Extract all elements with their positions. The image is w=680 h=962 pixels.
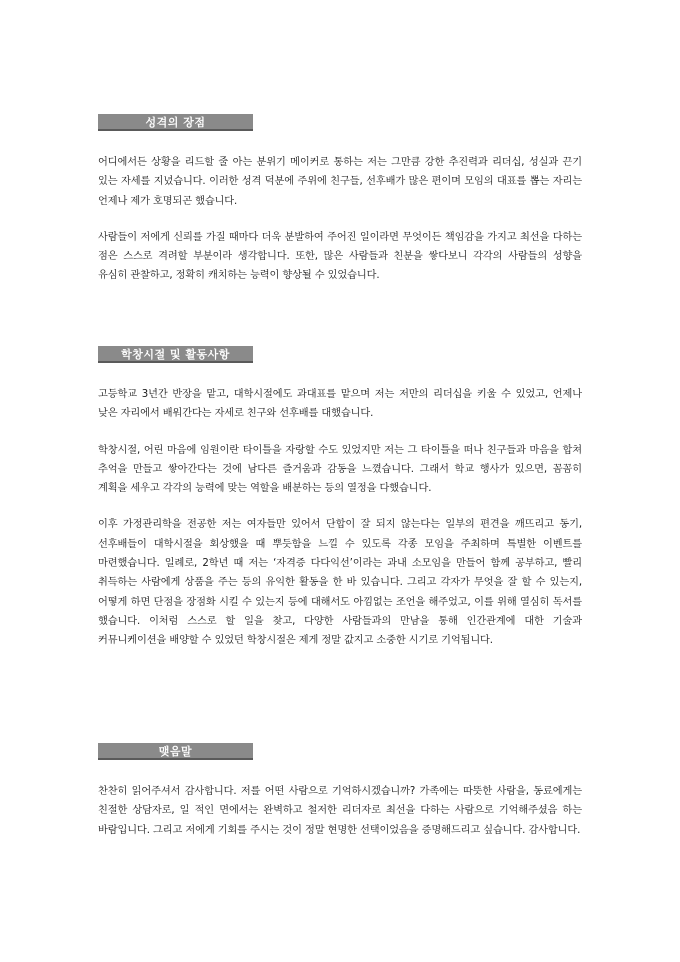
- section-heading: 성격의 장점: [98, 114, 253, 131]
- section-heading: 맺음말: [98, 743, 253, 760]
- paragraph: 고등학교 3년간 반장을 맡고, 대학시절에도 과대표를 맡으며 저는 저만의 리더십을 키울 수 있었고, 언제나 낮은 자리에서 배워간다는 자세로 친구와 선후배를 대했습니다.: [98, 389, 582, 420]
- section-strengths: [98, 114, 582, 286]
- section-school-activities: [98, 346, 582, 651]
- section-heading: 학창시절 및 활동사항: [98, 346, 253, 363]
- paragraph: 사람들이 저에게 신뢰를 가질 때마다 더욱 분발하여 주어진 일이라면 무엇이든 책임감을 가지고 최선을 다하는 점은 스스로 격려할 부분이라 생각합니다. 또한, 많은 사람들과 친분을 쌓다보니 각각의 사람들의 성향을 유심히 관찰하고, 정확히 캐치하는 능력이 향상될 수 있었습니다.: [98, 231, 582, 282]
- section-closing: [98, 743, 582, 840]
- paragraph: 어디에서든 상황을 리드할 줄 아는 분위기 메이커로 통하는 저는 그만큼 강한 추진력과 리더십, 성실과 끈기 있는 자세를 지녔습니다. 이러한 성격 덕분에 주위에 친구들, 선후배가 많은 편이며 모임의 대표를 뽑는 자리는 언제나 제가 호명되곤 했습니다.: [98, 157, 582, 207]
- paragraph: 찬찬히 읽어주셔서 감사합니다. 저를 어떤 사람으로 기억하시겠습니까? 가족에는 따뜻한 사람을, 동료에게는 친절한 상담자로, 일 적인 면에서는 완벽하고 철저한 리더자로 최선을 다하는 사람으로 기억해주셨음 하는 바람입니다. 그리고 저에게 기회를 주시는 것이 정말 현명한 선택이었음을 증명해드리고 싶습니다. 감사합니다.: [98, 786, 582, 836]
- paragraph: 학창시절, 어린 마음에 임원이란 타이틀을 자랑할 수도 있었지만 저는 그 타이틀을 떠나 친구들과 마음을 합쳐 추억을 만들고 쌓아간다는 것에 남다른 즐거움과 감동을 느꼈습니다. 그래서 학교 행사가 있으면, 꼼꼼히 계획을 세우고 각각의 능력에 맞는 역할을 배분하는 등의 열정을 다했습니다.: [98, 444, 582, 495]
- paragraph: 이후 가정관리학을 전공한 저는 여자들만 있어서 단합이 잘 되지 않는다는 일부의 편견을 깨뜨리고 동기, 선후배들이 대학시절을 회상했을 때 뿌듯함을 느낄 수 있도록 각종 모임을 주최하며 특별한 이벤트를 마련했습니다. 일례로, 2학년 때 저는 ‘자격증 다다익선’이라는 과내 소모임을 만들어 함께 공부하고, 빨리 취득하는 사람에게 상품을 주는 등의 유익한 활동을 한 바 있습니다. 그리고 각자가 무엇을 잘 할 수 있는지, 어떻게 하면 단점을 장점화 시킬 수 있는지 등에 대해서도 아낌없는 조언을 해주었고, 이를 위해 열심히 독서를 했습니다. 이처럼 스스로 할 일을 찾고, 다양한 사람들과의 만남을 통해 인간관계에 대한 기술과 커뮤니케이션을 배양할 수 있었던 학창시절은 제게 정말 값지고 소중한 시기로 기억됩니다.: [98, 519, 582, 647]
